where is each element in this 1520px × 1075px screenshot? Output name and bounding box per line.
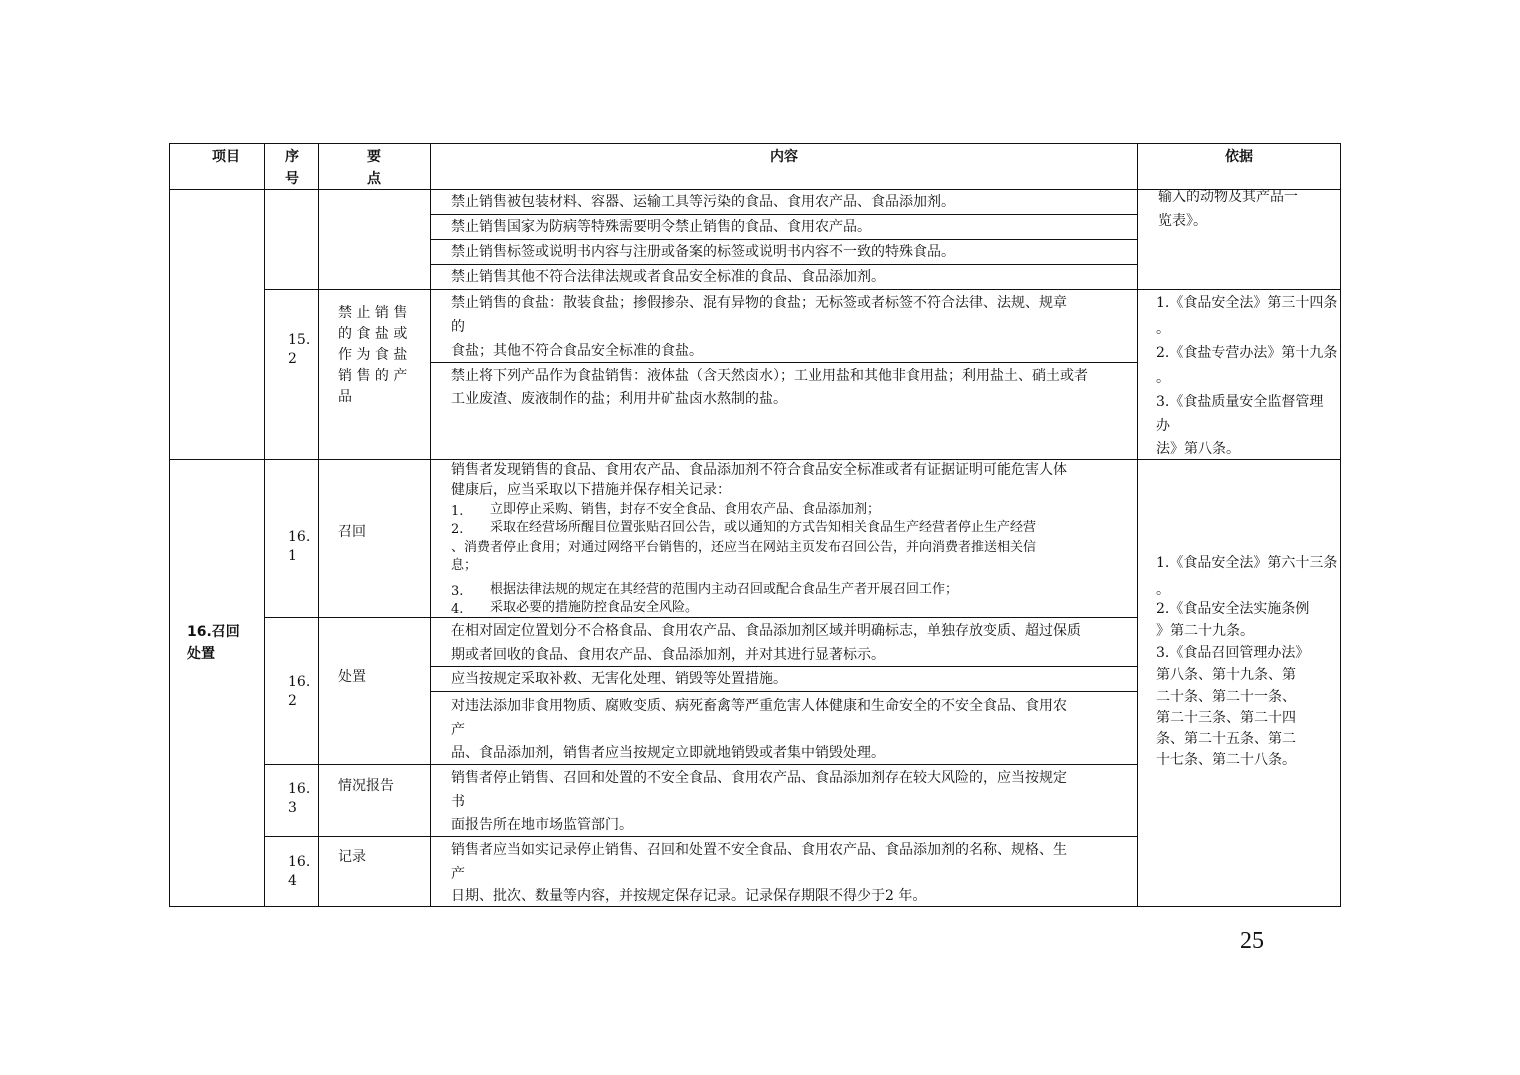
content-line: 销售者应当如实记录停止销售、召回和处置不安全食品、食用农产品、食品添加剂的名称、规格、生 — [451, 842, 1067, 858]
content-line: 工业废渣、废液制作的盐；利用井矿盐卤水熬制的盐。 — [451, 391, 787, 407]
header-seq-2: 号 — [285, 171, 299, 187]
content-line: 品、食品添加剂，销售者应当按规定立即就地销毁或者集中销毁处理。 — [451, 745, 885, 761]
content-line: 产 — [451, 722, 465, 738]
rule — [264, 617, 1138, 618]
point-line: 作 为 食 盐 — [338, 347, 408, 363]
seq-number: 16. — [288, 781, 311, 797]
header-seq-1: 序 — [285, 149, 299, 165]
point-label: 记录 — [338, 849, 366, 865]
step-number: 1. — [451, 504, 464, 519]
seq-number: 16. — [288, 674, 311, 690]
point-line: 禁 止 销 售 — [338, 305, 408, 321]
seq-number: 16. — [288, 854, 311, 870]
content-line: 期或者回收的食品、食用农产品、食品添加剂，并对其进行显著标示。 — [451, 647, 885, 663]
content-line: 产 — [451, 866, 465, 882]
step-number: 4. — [451, 602, 464, 617]
content-line: 销售者发现销售的食品、食用农产品、食品添加剂不符合食品安全标准或者有证据证明可能危害人体 — [451, 462, 1067, 478]
basis-line: 1.《食品安全法》第六十三条 — [1156, 555, 1338, 571]
basis-line: 法》第八条。 — [1156, 441, 1240, 457]
rule — [430, 691, 1138, 692]
content-row: 禁止销售被包装材料、容器、运输工具等污染的食品、食用农产品、食品添加剂。 — [451, 194, 955, 210]
step-text: 立即停止采购、销售，封存不安全食品、食用农产品、食品添加剂； — [490, 502, 881, 517]
basis-line: 办 — [1156, 418, 1170, 434]
step-text: 、消费者停止食用；对通过网络平台销售的，还应当在网站主页发布召回公告，并向消费者推送相关信 — [451, 540, 1037, 555]
basis-line: 》第二十九条。 — [1156, 623, 1254, 639]
step-text: 根据法律法规的规定在其经营的范围内主动召回或配合食品生产者开展召回工作； — [490, 582, 959, 597]
content-line: 对违法添加非食用物质、腐败变质、病死畜禽等严重危害人体健康和生命安全的不安全食品、食用农 — [451, 698, 1067, 714]
point-label: 处置 — [338, 669, 366, 685]
basis-line: 十七条、第二十八条。 — [1156, 752, 1296, 768]
point-label: 召回 — [338, 524, 366, 540]
step-number: 2. — [451, 522, 464, 537]
seq-number: 2 — [288, 693, 297, 709]
rule — [430, 143, 431, 907]
content-row: 禁止销售标签或说明书内容与注册或备案的标签或说明书内容不一致的特殊食品。 — [451, 244, 955, 260]
seq-number: 2 — [288, 351, 297, 367]
content-line: 禁止将下列产品作为食盐销售：液体盐（含天然卤水）；工业用盐和其他非食用盐；利用盐土、硝土或者 — [451, 368, 1088, 384]
seq-number: 15. — [288, 332, 311, 348]
basis-line: 输入的动物及其产品一 — [1158, 189, 1298, 205]
seq-number: 16. — [288, 529, 311, 545]
seq-number: 3 — [288, 800, 297, 816]
content-line: 禁止销售的食盐：散装食盐；掺假掺杂、混有异物的食盐；无标签或者标签不符合法律、法规、规章 — [451, 295, 1067, 311]
basis-line: 1.《食品安全法》第三十四条 — [1156, 295, 1338, 311]
header-item: 项目 — [212, 149, 240, 165]
content-line: 日期、批次、数量等内容，并按规定保存记录。记录保存期限不得少于2 年。 — [451, 888, 927, 904]
content-line: 销售者停止销售、召回和处置的不安全食品、食用农产品、食品添加剂存在较大风险的，应当按规定 — [451, 770, 1067, 786]
basis-line: 。 — [1156, 582, 1170, 598]
step-text: 采取必要的措施防控食品安全风险。 — [490, 600, 699, 615]
step-text: 采取在经营场所醒目位置张贴召回公告，或以通知的方式告知相关食品生产经营者停止生产经营 — [490, 520, 1037, 535]
rule-left — [169, 143, 170, 907]
header-point-2: 点 — [367, 171, 381, 187]
basis-line: 3.《食品召回管理办法》 — [1156, 645, 1310, 661]
content-line: 书 — [451, 794, 465, 810]
step-number: 3. — [451, 584, 464, 599]
rule — [264, 143, 265, 907]
content-line: 的 — [451, 319, 465, 335]
page-number: 25 — [1240, 928, 1264, 954]
basis-line: 第八条、第十九条、第 — [1156, 667, 1296, 683]
content-line: 食盐；其他不符合食品安全标准的食盐。 — [451, 343, 703, 359]
seq-number: 4 — [288, 873, 297, 889]
point-line: 的 食 盐 或 — [338, 326, 408, 342]
content-line: 面报告所在地市场监管部门。 — [451, 817, 633, 833]
content-row: 禁止销售国家为防病等特殊需要明令禁止销售的食品、食用农产品。 — [451, 219, 871, 235]
header-basis: 依据 — [1225, 149, 1253, 165]
basis-line: 。 — [1156, 321, 1170, 337]
rule — [264, 289, 1341, 290]
rule — [1137, 143, 1138, 907]
basis-line: 览表》。 — [1158, 213, 1207, 229]
content-line: 在相对固定位置划分不合格食品、食用农产品、食品添加剂区域并明确标志，单独存放变质、超过保质 — [451, 623, 1081, 639]
rule — [264, 836, 1138, 837]
content-row: 禁止销售其他不符合法律法规或者食品安全标准的食品、食品添加剂。 — [451, 269, 885, 285]
rule-right — [1340, 143, 1341, 907]
basis-line: 3.《食盐质量安全监督管理 — [1156, 394, 1324, 410]
header-content: 内容 — [770, 149, 798, 165]
seq-number: 1 — [288, 548, 297, 564]
item-title: 处置 — [187, 646, 215, 662]
header-point-1: 要 — [367, 149, 381, 165]
basis-line: 2.《食盐专营办法》第十九条 — [1156, 345, 1338, 361]
point-line: 品 — [338, 389, 352, 405]
basis-line: 2.《食品安全法实施条例 — [1156, 601, 1310, 617]
basis-line: 二十条、第二十一条、 — [1156, 689, 1296, 705]
basis-line: 。 — [1156, 370, 1170, 386]
basis-line: 第二十三条、第二十四 — [1156, 710, 1296, 726]
content-line: 健康后，应当采取以下措施并保存相关记录： — [451, 482, 731, 498]
point-label: 情况报告 — [338, 778, 394, 794]
rule — [318, 143, 319, 907]
basis-line: 条、第二十五条、第二 — [1156, 731, 1296, 747]
rule-top — [169, 143, 1341, 144]
point-line: 销 售 的 产 — [338, 368, 408, 384]
item-title: 16.召回 — [187, 624, 240, 640]
content-line: 应当按规定采取补救、无害化处理、销毁等处置措施。 — [451, 671, 787, 687]
step-text: 息； — [451, 558, 478, 573]
